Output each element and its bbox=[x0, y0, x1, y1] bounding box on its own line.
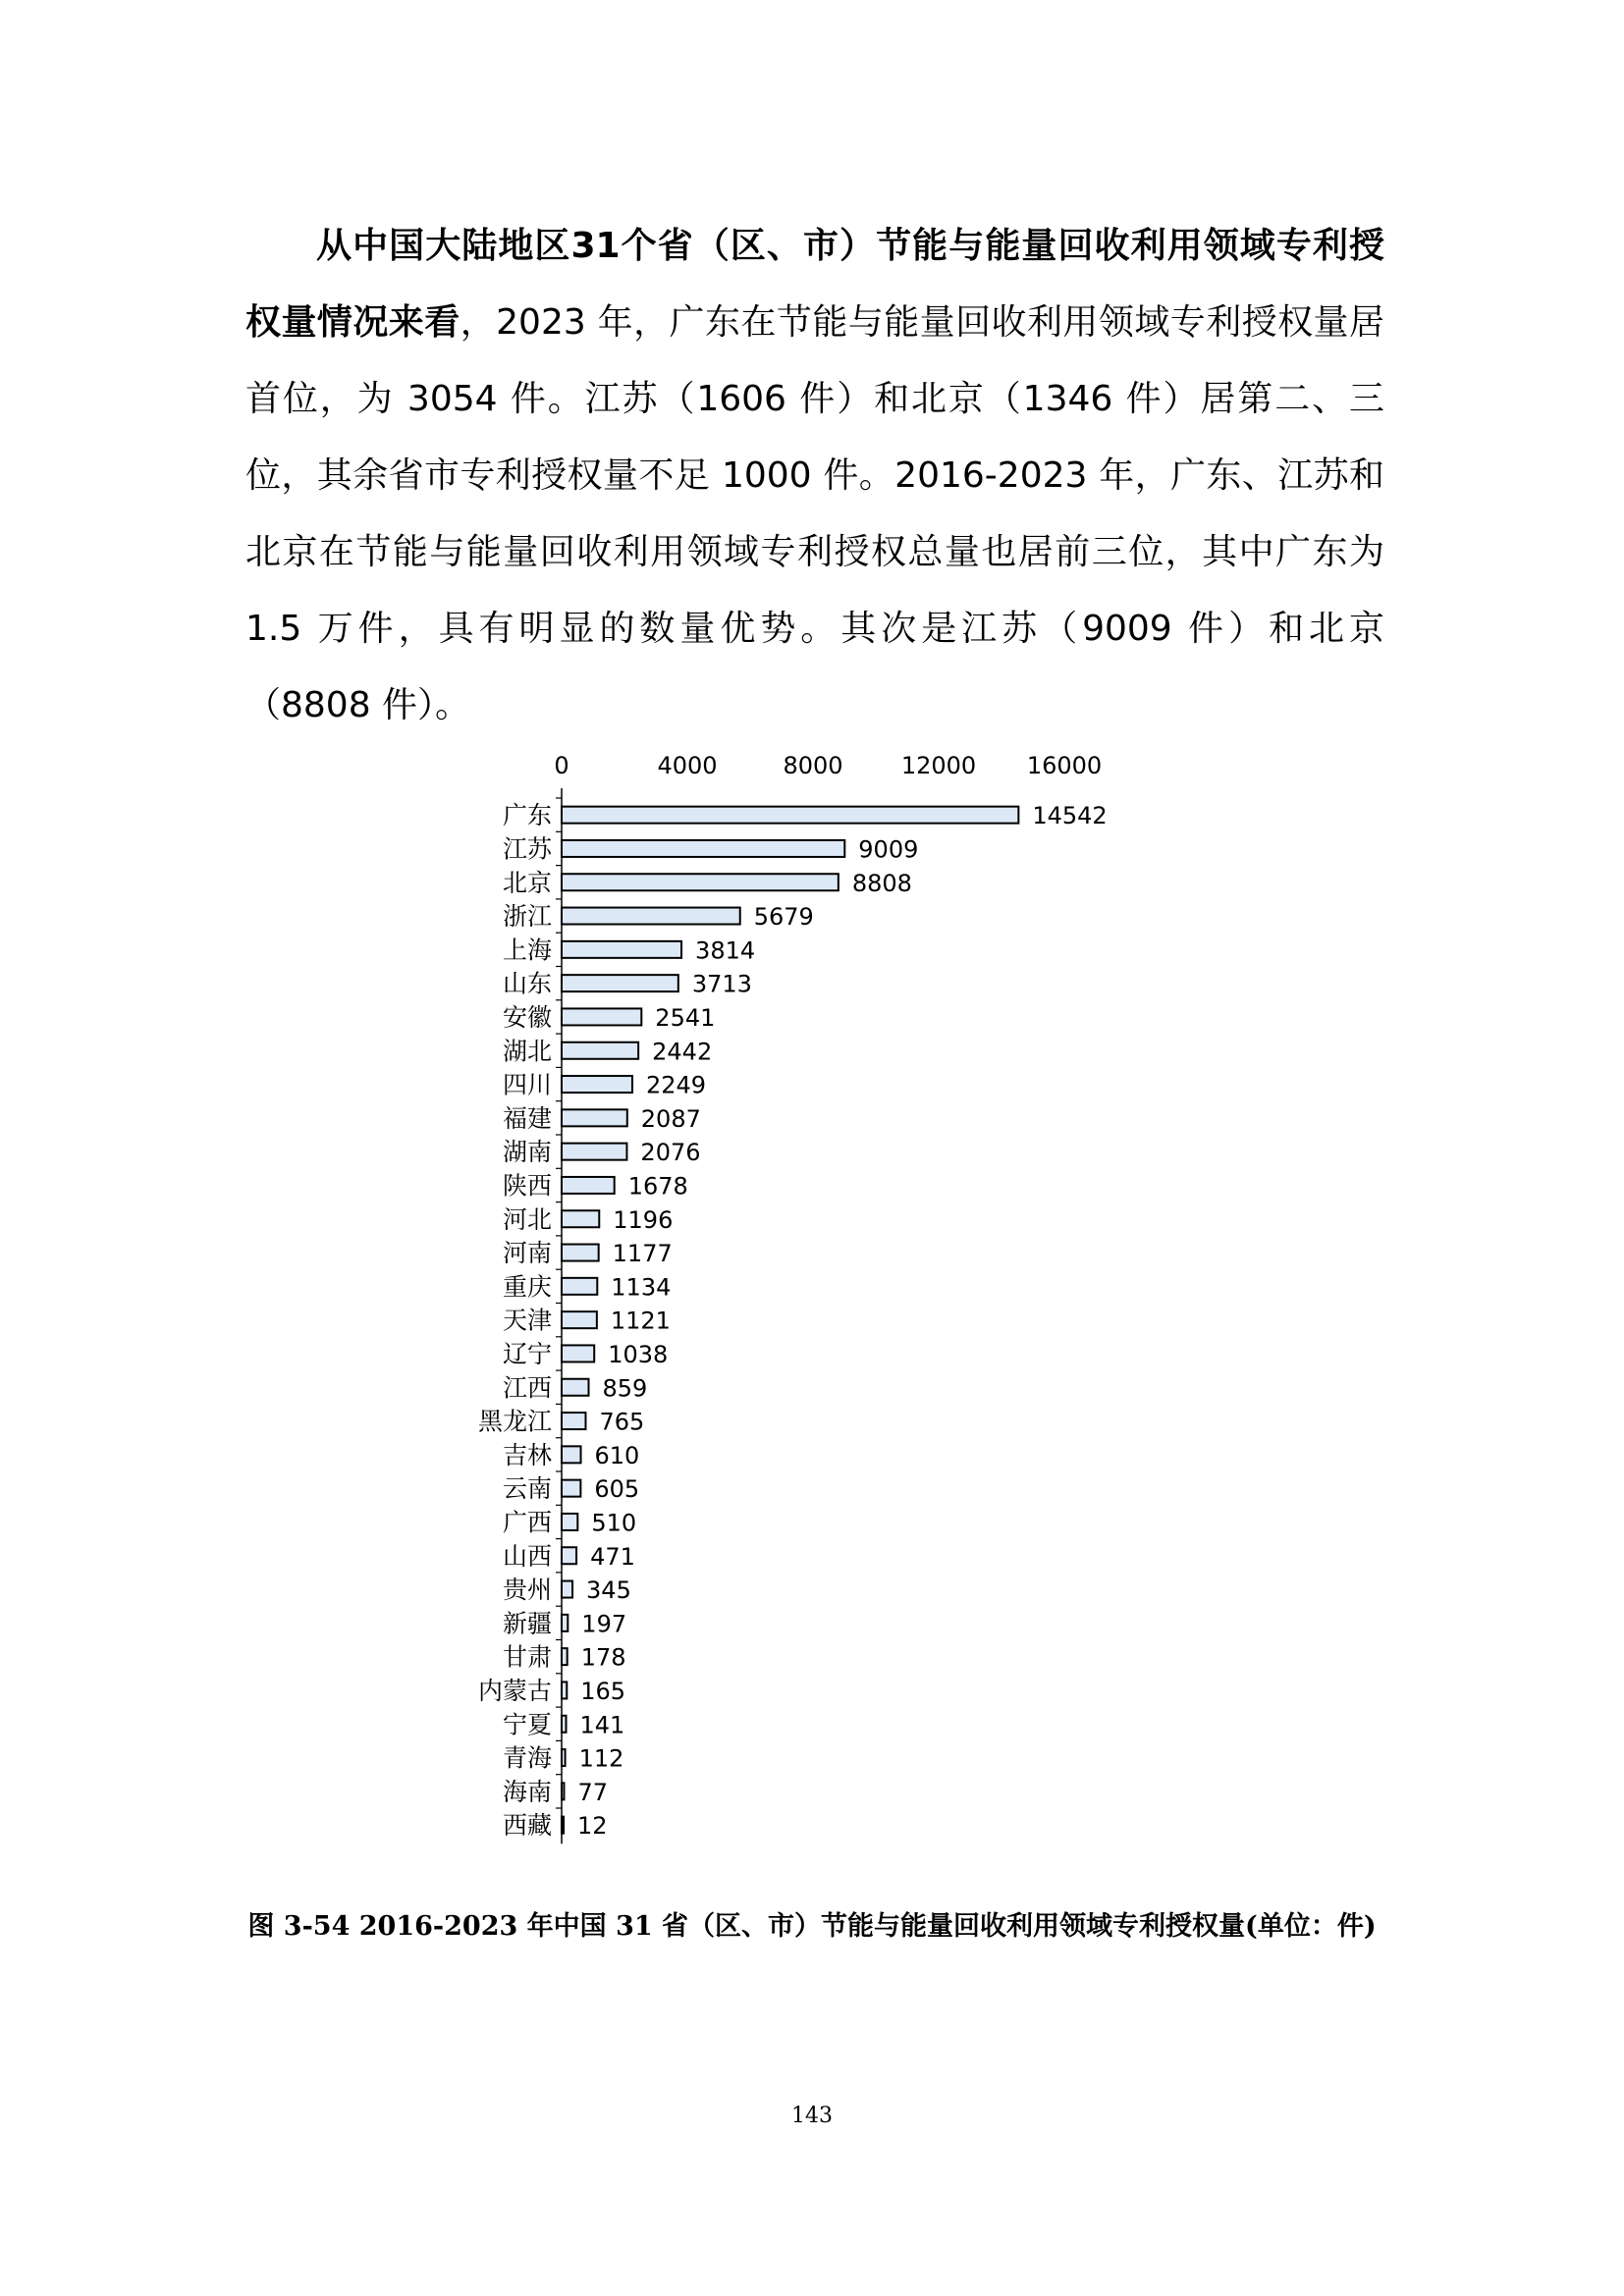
x-tick-label: 0 bbox=[554, 752, 569, 779]
category-label: 贵州 bbox=[502, 1575, 552, 1605]
bar bbox=[562, 840, 844, 857]
category-label: 上海 bbox=[502, 935, 552, 965]
x-tick-label: 16000 bbox=[1026, 752, 1103, 779]
category-label: 天津 bbox=[502, 1306, 552, 1335]
data-label: 1134 bbox=[611, 1273, 672, 1302]
data-label: 2249 bbox=[645, 1071, 707, 1099]
data-label: 12 bbox=[577, 1812, 608, 1841]
category-label: 辽宁 bbox=[502, 1339, 552, 1368]
bar bbox=[562, 1042, 638, 1059]
category-label: 北京 bbox=[502, 868, 552, 897]
category-label: 安徽 bbox=[502, 1002, 552, 1032]
bar bbox=[562, 941, 681, 958]
bar bbox=[562, 874, 839, 890]
bar bbox=[562, 1413, 585, 1429]
data-label: 3814 bbox=[695, 936, 756, 965]
bar bbox=[562, 1210, 599, 1227]
bar bbox=[562, 1514, 577, 1530]
data-label: 1121 bbox=[610, 1307, 671, 1335]
category-label: 福建 bbox=[502, 1103, 552, 1133]
bar bbox=[562, 1278, 597, 1295]
category-label: 宁夏 bbox=[502, 1710, 552, 1739]
bar bbox=[562, 1379, 588, 1396]
bar bbox=[562, 1076, 632, 1093]
category-label: 陕西 bbox=[502, 1171, 552, 1201]
bar bbox=[562, 1480, 580, 1497]
page-number: 143 bbox=[791, 2104, 833, 2128]
bar bbox=[562, 1817, 564, 1834]
data-label: 178 bbox=[580, 1643, 626, 1672]
body-paragraph bbox=[245, 208, 1384, 744]
bar bbox=[562, 1716, 567, 1733]
category-label: 海南 bbox=[502, 1777, 552, 1806]
category-label: 江西 bbox=[502, 1373, 552, 1403]
paragraph-body: ，2023 年，广东在节能与能量回收利用领域专利授权量居首位，为 3054 件。江苏（1606 件）和北京（1346 件）居第二、三位，其余省市专利授权量不足 1000 件。2016-2023 年，广东、江苏和北京在节能与能量回收利用领域专利授权总量也居前三位，其中广东为 1.5 万件，具有明显的数量优势。其次是江苏（9009 件）和北京（8808 件）。 bbox=[245, 302, 1384, 725]
category-label: 湖南 bbox=[502, 1138, 552, 1167]
data-label: 765 bbox=[599, 1408, 645, 1436]
x-tick-label: 4000 bbox=[657, 752, 718, 779]
category-label: 西藏 bbox=[502, 1811, 552, 1841]
data-label: 3713 bbox=[691, 970, 752, 998]
data-label: 859 bbox=[602, 1374, 648, 1403]
bar bbox=[562, 1648, 568, 1665]
data-label: 610 bbox=[594, 1441, 640, 1469]
category-label: 重庆 bbox=[502, 1272, 552, 1302]
data-label: 471 bbox=[590, 1542, 635, 1571]
bar bbox=[562, 975, 678, 991]
category-label: 山西 bbox=[502, 1541, 552, 1571]
category-label: 内蒙古 bbox=[477, 1676, 552, 1705]
bar bbox=[562, 1109, 627, 1126]
category-label: 江苏 bbox=[502, 834, 552, 864]
data-label: 1177 bbox=[612, 1240, 673, 1268]
category-label: 黑龙江 bbox=[477, 1407, 552, 1436]
data-label: 9009 bbox=[858, 835, 919, 864]
bar bbox=[562, 1008, 641, 1025]
data-label: 2442 bbox=[652, 1038, 713, 1066]
data-label: 8808 bbox=[851, 869, 912, 897]
data-label: 1038 bbox=[608, 1340, 669, 1368]
category-label: 广东 bbox=[502, 801, 552, 830]
data-label: 197 bbox=[581, 1610, 627, 1638]
paragraph-lead: 从中国大陆地区31个省（区、市）节能与能量回收利用领域专利授权量情况来看 bbox=[245, 226, 1384, 343]
category-label: 青海 bbox=[502, 1743, 552, 1773]
data-label: 2087 bbox=[640, 1104, 701, 1133]
bar bbox=[562, 807, 1018, 824]
bar bbox=[562, 1581, 572, 1598]
category-label: 广西 bbox=[502, 1508, 552, 1537]
data-label: 1678 bbox=[627, 1172, 688, 1201]
category-label: 云南 bbox=[502, 1474, 552, 1504]
data-label: 112 bbox=[578, 1744, 624, 1773]
data-label: 510 bbox=[591, 1509, 637, 1537]
bar bbox=[562, 1682, 567, 1698]
data-label: 2076 bbox=[640, 1139, 701, 1167]
bar bbox=[562, 1177, 615, 1194]
bar bbox=[562, 1345, 594, 1362]
data-label: 1196 bbox=[613, 1205, 674, 1234]
bar-chart bbox=[432, 741, 1139, 1870]
category-label: 甘肃 bbox=[502, 1642, 552, 1672]
data-label: 77 bbox=[577, 1778, 609, 1806]
category-label: 河南 bbox=[502, 1239, 552, 1268]
x-tick-label: 8000 bbox=[783, 752, 843, 779]
bar bbox=[562, 1615, 568, 1631]
category-label: 湖北 bbox=[502, 1037, 552, 1066]
x-tick-label: 12000 bbox=[900, 752, 977, 779]
bar bbox=[562, 1547, 576, 1564]
data-label: 5679 bbox=[753, 903, 814, 932]
bar bbox=[562, 1749, 566, 1766]
bar bbox=[562, 1783, 564, 1799]
data-label: 2541 bbox=[655, 1003, 716, 1032]
category-label: 吉林 bbox=[502, 1440, 552, 1469]
bar bbox=[562, 1245, 599, 1261]
data-label: 165 bbox=[580, 1677, 626, 1705]
category-label: 四川 bbox=[502, 1070, 552, 1099]
bar bbox=[562, 1144, 626, 1160]
bar bbox=[562, 1311, 597, 1328]
data-label: 345 bbox=[586, 1576, 631, 1605]
data-label: 141 bbox=[579, 1711, 625, 1739]
bar bbox=[562, 1446, 581, 1463]
data-label: 605 bbox=[594, 1475, 640, 1504]
category-label: 山东 bbox=[502, 969, 552, 998]
bar bbox=[562, 908, 740, 925]
data-label: 14542 bbox=[1032, 802, 1108, 830]
category-label: 新疆 bbox=[502, 1609, 552, 1638]
category-label: 河北 bbox=[502, 1204, 552, 1234]
figure-caption: 图 3-54 2016-2023 年中国 31 省（区、市）节能与能量回收利用领域专利授权量(单位：件) bbox=[247, 1911, 1377, 1942]
category-label: 浙江 bbox=[502, 902, 552, 932]
